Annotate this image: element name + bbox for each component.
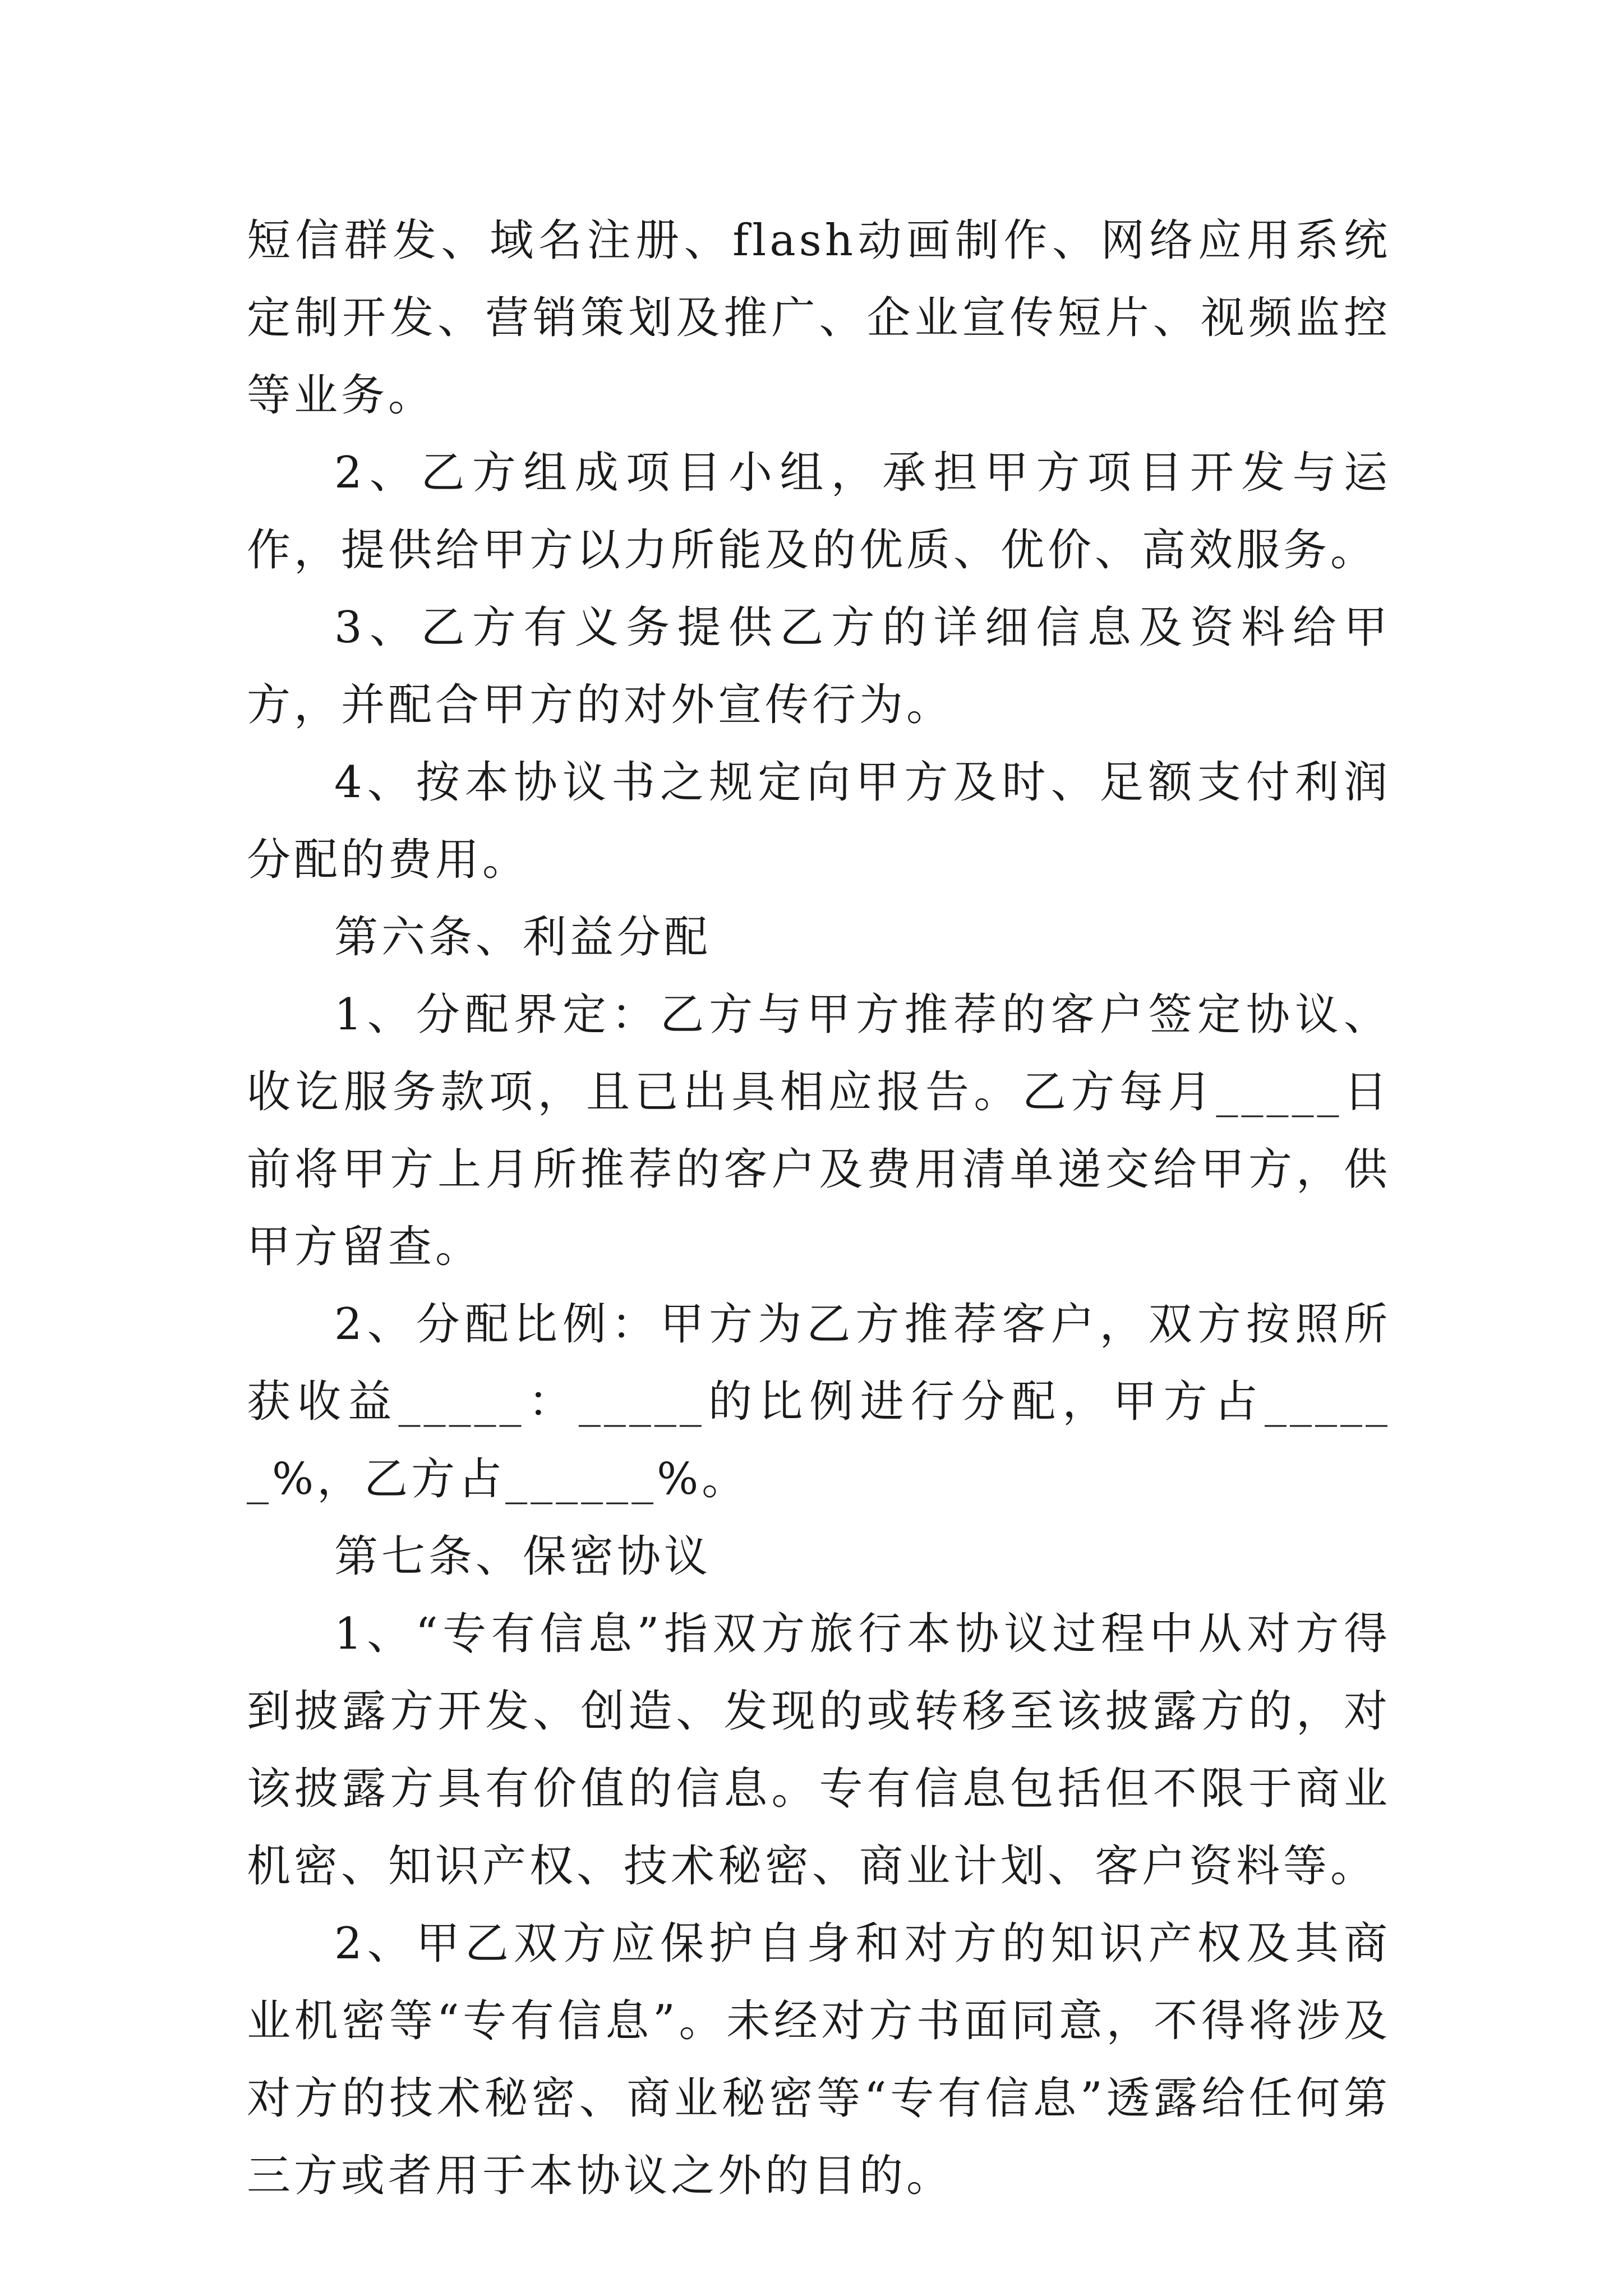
paragraph-clause-2-project-team: 2、乙方组成项目小组，承担甲方项目开发与运作，提供给甲方以力所能及的优质、优价、高效服务。: [247, 448, 1391, 576]
paragraph-services-continued: 短信群发、域名注册、flash动画制作、网络应用系统定制开发、营销策划及推广、企业宣传短片、视频监控等业务。: [247, 215, 1391, 421]
document-body: [247, 202, 1391, 2215]
paragraph-clause-4-payment: 4、按本协议书之规定向甲方及时、足额支付利润分配的费用。: [247, 757, 1391, 885]
paragraph-distribution-definition: 1、分配界定：乙方与甲方推荐的客户签定协议、收讫服务款项，且已出具相应报告。乙方每月_____日前将甲方上月所推荐的客户及费用清单递交给甲方，供甲方留查。: [247, 990, 1391, 1272]
paragraph-proprietary-info-definition: 1、“专有信息”指双方旅行本协议过程中从对方得到披露方开发、创造、发现的或转移至该披露方的，对该披露方具有价值的信息。专有信息包括但不限于商业机密、知识产权、技术秘密、商业计划、客户资料等。: [247, 1609, 1391, 1892]
section-heading-article-6: 第六条、利益分配: [334, 912, 712, 963]
paragraph-clause-3-information: 3、乙方有义务提供乙方的详细信息及资料给甲方，并配合甲方的对外宣传行为。: [247, 602, 1391, 730]
paragraph-proprietary-info-protection: 2、甲乙双方应保护自身和对方的知识产权及其商业机密等“专有信息”。未经对方书面同意，不得将涉及对方的技术秘密、商业秘密等“专有信息”透露给任何第三方或者用于本协议之外的目的。: [247, 1918, 1391, 2201]
paragraph-distribution-ratio: 2、分配比例：甲方为乙方推荐客户，双方按照所获收益_____：_____的比例进行分配，甲方占______%，乙方占______%。: [247, 1299, 1391, 1504]
section-heading-article-7: 第七条、保密协议: [334, 1531, 712, 1582]
